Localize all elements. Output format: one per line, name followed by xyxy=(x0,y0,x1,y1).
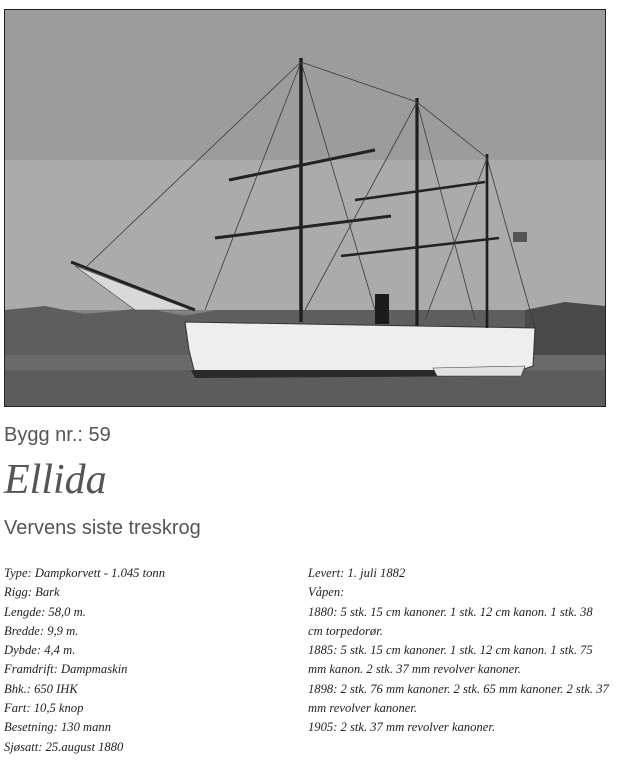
spec-horsepower: Bhk.: 650 IHK xyxy=(4,681,78,696)
armament-1880: 1880: 5 stk. 15 cm kanoner. 1 stk. 12 cm kanon. 1 stk. 38 cm torpedorør. xyxy=(308,604,593,638)
build-number: Bygg nr.: 59 xyxy=(4,424,111,446)
spec-crew: Besetning: 130 mann xyxy=(4,720,112,735)
armament-1905: 1905: 2 stk. 37 mm revolver kanoner. xyxy=(308,720,495,735)
specs-left-column xyxy=(4,564,294,757)
spec-beam: Bredde: 9,9 m. xyxy=(4,623,79,638)
spec-speed: Fart: 10,5 knop xyxy=(4,701,84,716)
specs-right-column xyxy=(308,564,610,738)
spec-depth: Dybde: 4,4 m. xyxy=(4,643,76,658)
spec-launched: Sjøsatt: 25.august 1880 xyxy=(4,739,124,754)
spec-type: Type: Dampkorvett - 1.045 tonn xyxy=(4,566,166,580)
ship-subtitle: Vervens siste treskrog xyxy=(4,517,201,539)
armament-label: Våpen: xyxy=(308,585,345,600)
armament-1898: 1898: 2 stk. 76 mm kanoner. 2 stk. 65 mm kanoner. 2 stk. 37 mm revolver kanoner. xyxy=(308,681,609,716)
spec-length: Lengde: 58,0 m. xyxy=(4,604,86,619)
armament-1885: 1885: 5 stk. 15 cm kanoner. 1 stk. 12 cm kanon. 1 stk. 75 mm kanon. 2 stk. 37 mm revolver kanoner. xyxy=(308,643,593,677)
spec-propulsion: Framdrift: Dampmaskin xyxy=(4,662,128,677)
ship-illustration xyxy=(5,10,605,406)
ship-photo xyxy=(4,9,606,407)
spec-delivered: Levert: 1. juli 1882 xyxy=(308,566,406,580)
ship-name-heading: Ellida xyxy=(4,457,107,503)
spec-rig: Rigg: Bark xyxy=(4,585,60,600)
